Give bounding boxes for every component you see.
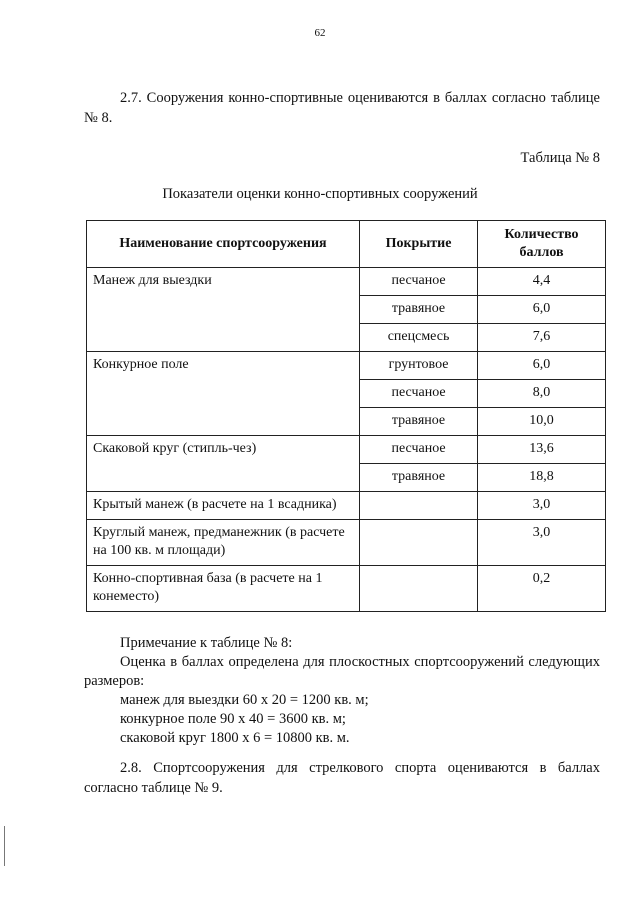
facility-name: Конно-спортивная база (в расчете на 1 конеместо) [87,566,360,612]
facility-name: Крытый манеж (в расчете на 1 всадника) [87,492,360,520]
table-caption: Таблица № 8 [520,150,600,166]
coverage-cell: песчаное [359,380,477,408]
coverage-cell: травяное [359,408,477,436]
points-cell: 8,0 [478,380,606,408]
intro-paragraph: 2.7. Сооружения конно-спортивные оцениваются в баллах согласно таблице № 8. [84,90,600,126]
note-item: конкурное поле 90 х 40 = 3600 кв. м; [120,711,346,727]
table-row [87,352,606,380]
scan-margin-line [4,826,5,866]
points-cell: 7,6 [478,324,606,352]
table-title: Показатели оценки конно-спортивных сооружений [162,186,478,202]
points-cell: 6,0 [478,296,606,324]
facility-name: Конкурное поле [87,352,360,436]
points-cell: 10,0 [478,408,606,436]
table-row [87,492,606,520]
points-cell: 3,0 [478,492,606,520]
facility-name: Манеж для выездки [87,268,360,352]
note-item: скаковой круг 1800 х 6 = 10800 кв. м. [120,730,350,746]
facility-name: Круглый манеж, предманежник (в расчете на 100 кв. м площади) [87,520,360,566]
page-number: 62 [314,27,326,39]
coverage-cell: травяное [359,464,477,492]
points-cell: 0,2 [478,566,606,612]
note-item: манеж для выездки 60 х 20 = 1200 кв. м; [120,692,369,708]
header-name: Наименование спортсооружения [87,221,360,268]
points-cell: 18,8 [478,464,606,492]
points-cell: 6,0 [478,352,606,380]
coverage-cell: песчаное [359,436,477,464]
next-section-paragraph: 2.8. Спортсооружения для стрелкового спорта оцениваются в баллах согласно таблице № 9. [84,760,600,796]
coverage-cell: песчаное [359,268,477,296]
coverage-cell: грунтовое [359,352,477,380]
table-row [87,436,606,464]
table-row [87,566,606,612]
coverage-cell: травяное [359,296,477,324]
table-row [87,268,606,296]
header-coverage: Покрытие [359,221,477,268]
table-header-row [87,221,606,268]
note-heading: Примечание к таблице № 8: [120,635,293,651]
header-points: Количество баллов [478,221,606,268]
points-cell: 4,4 [478,268,606,296]
coverage-cell [359,520,477,566]
facility-name: Скаковой круг (стипль-чез) [87,436,360,492]
coverage-cell [359,492,477,520]
points-cell: 13,6 [478,436,606,464]
points-cell: 3,0 [478,520,606,566]
scores-table [86,220,606,612]
table-note [84,634,600,748]
coverage-cell [359,566,477,612]
coverage-cell: спецсмесь [359,324,477,352]
note-text: Оценка в баллах определена для плоскостных спортсооружений следующих размеров: [84,654,600,689]
table-row [87,520,606,566]
